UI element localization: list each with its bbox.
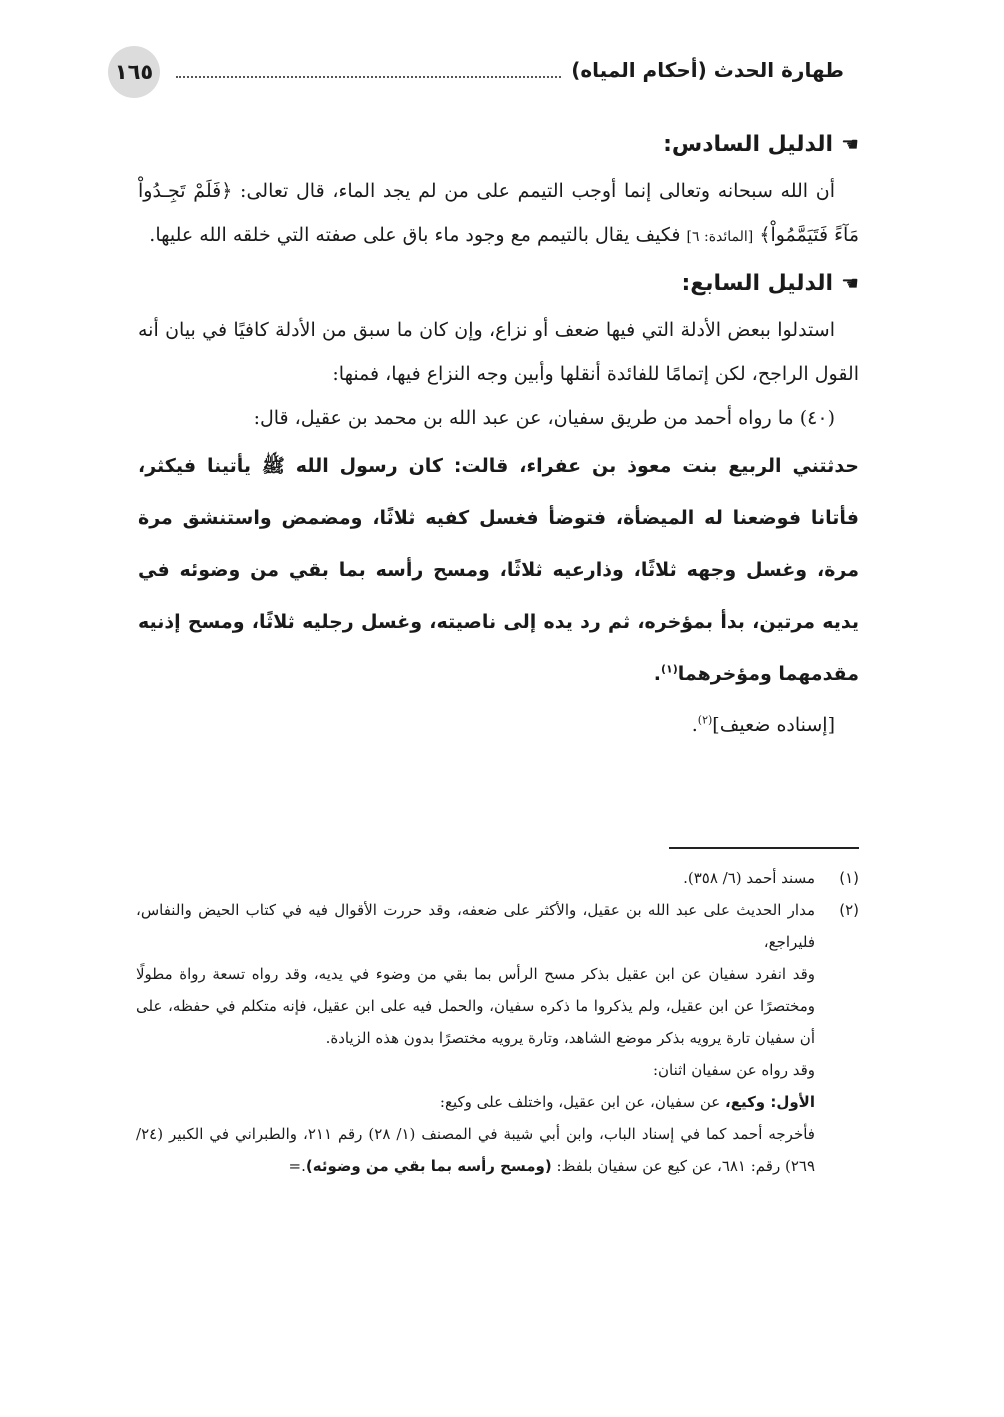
isnad-text: [إسناده ضعيف] (712, 714, 835, 736)
footnote-ref: (٢) (697, 713, 713, 727)
footnote-separator (669, 847, 859, 849)
main-content (138, 120, 859, 750)
quran-verse: ﴿فَلَمْ تَجِـدُواْ مَآءً فَتَيَمَّمُواْ﴾ (138, 180, 859, 246)
page-header (108, 46, 844, 96)
footnote-ref: (١) (660, 662, 678, 676)
heading-label: الدليل السابع: (681, 271, 834, 296)
bold-quote: (ومسح رأسه بما بقي من وضوئه) (305, 1157, 552, 1175)
hand-pointer-icon: ☚ (841, 271, 859, 295)
paragraph-text: أن الله سبحانه وتعالى إنما أوجب التيمم على من لم يجد الماء، قال تعالى: (232, 180, 835, 202)
footnote-text-part: فأخرجه أحمد كما في إسناد الباب، وابن أبي شيبة في المصنف (١/ ٢٨) رقم ٢١١، والطبراني في الكبير (٢٤/ ٢٦٩) رقم: ٦٨١، عن كيع عن سفيان بلفظ: (136, 1125, 815, 1175)
section-7-paragraph: استدلوا ببعض الأدلة التي فيها ضعف أو نزاع، وإن كان ما سبق من الأدلة كافيًا في بيان أنه القول الراجح، لكن إتمامًا للفائدة أنقلها وأبين وجه النزاع فيها، فمنها: (138, 319, 859, 385)
running-title: طهارة الحدث (أحكام المياه) (563, 58, 844, 82)
footnote-number: (١) (839, 869, 859, 887)
isnad-grade (138, 700, 859, 750)
footnote-text-end: .= (288, 1157, 306, 1175)
footnote-text: مدار الحديث على عبد الله بن عقيل، والأكثر على ضعفه، وقد حررت الأقوال فيه في كتاب الحيض والنفاس، فليراجع، (136, 901, 815, 951)
page-number: ١٦٥ (108, 46, 160, 98)
narration-line: (٤٠) ما رواه أحمد من طريق سفيان، عن عبد الله بن محمد بن عقيل، قال: (253, 407, 835, 429)
footnote-text-rest: عن سفيان، عن ابن عقيل، واختلف على وكيع: (439, 1093, 725, 1111)
hadith-body: حدثتني الربيع بنت معوذ بن عفراء، قالت: كان رسول الله ﷺ يأتينا فيكثر، فأتانا فوضعنا له الميضأة، فتوضأ فغسل كفيه ثلاثًا، ومضمض واستنشق مرة مرة، وغسل وجهه ثلاثًا، وذارعيه ثلاثًا، ومسح رأسه بما بقي من وضوئه في يديه مرتين، بدأ بمؤخره، ثم رد يده إلى ناصيته، وغسل رجليه ثلاثًا، ومسح إذنيه مقدمهما ومؤخرهما (138, 455, 859, 685)
hadith-text: حدثتني الربيع بنت معوذ بن عفراء، قالت: كان رسول الله ﷺ يأتينا فيكثر، فأتانا فوضعنا له الميضأة، فتوضأ فغسل كفيه ثلاثًا، ومضمض واستنشق مرة مرة، وغسل وجهه ثلاثًا، وذارعيه ثلاثًا، ومسح رأسه بما بقي من وضوئه في يديه مرتين، بدأ بمؤخره، ثم رد يده إلى ناصيته، وغسل رجليه ثلاثًا، ومسح إذنيه مقدمهما ومؤخرهما$^{(١)}$. (138, 455, 859, 685)
isnad-end: . (691, 714, 698, 736)
footnote-text: وقد رواه عن سفيان اثنان: (652, 1061, 815, 1079)
footnote-number: (٢) (839, 901, 859, 919)
footnote-text: وقد انفرد سفيان عن ابن عقيل بذكر مسح الرأس بما بقي من وضوء في يديه، وقد رواه تسعة رواة مطولًا ومختصرًا عن ابن عقيل، ولم يذكروا ما ذكره سفيان، والحمل فيه على ابن عقيل، فإنه متكلم في حفظه، على أن سفيان تارة يرويه بذكر موضع الشاهد، وتارة يرويه مختصرًا بدون هذه الزيادة. (136, 965, 815, 1047)
paragraph-text: فكيف يقال بالتيمم مع وجود ماء باق على صفته التي خلقه الله عليها. (149, 224, 687, 246)
footnote-1 (136, 862, 859, 894)
section-6-paragraph (138, 169, 859, 259)
bold-label: الأول: وكيع، (725, 1093, 815, 1111)
verse-reference: [المائدة: ٦] (686, 229, 754, 245)
heading-label: الدليل السادس: (663, 132, 834, 157)
header-dotted-line (176, 76, 584, 78)
footnote-text (136, 1118, 815, 1182)
footnote-text (136, 1086, 815, 1118)
hand-pointer-icon: ☚ (841, 132, 859, 156)
footnote-text: مسند أحمد (٦/ ٣٥٨). (683, 869, 815, 887)
footnotes (136, 862, 859, 1182)
section-heading-7 (138, 259, 859, 308)
footnote-2 (136, 894, 859, 1182)
section-heading-6 (138, 120, 859, 169)
